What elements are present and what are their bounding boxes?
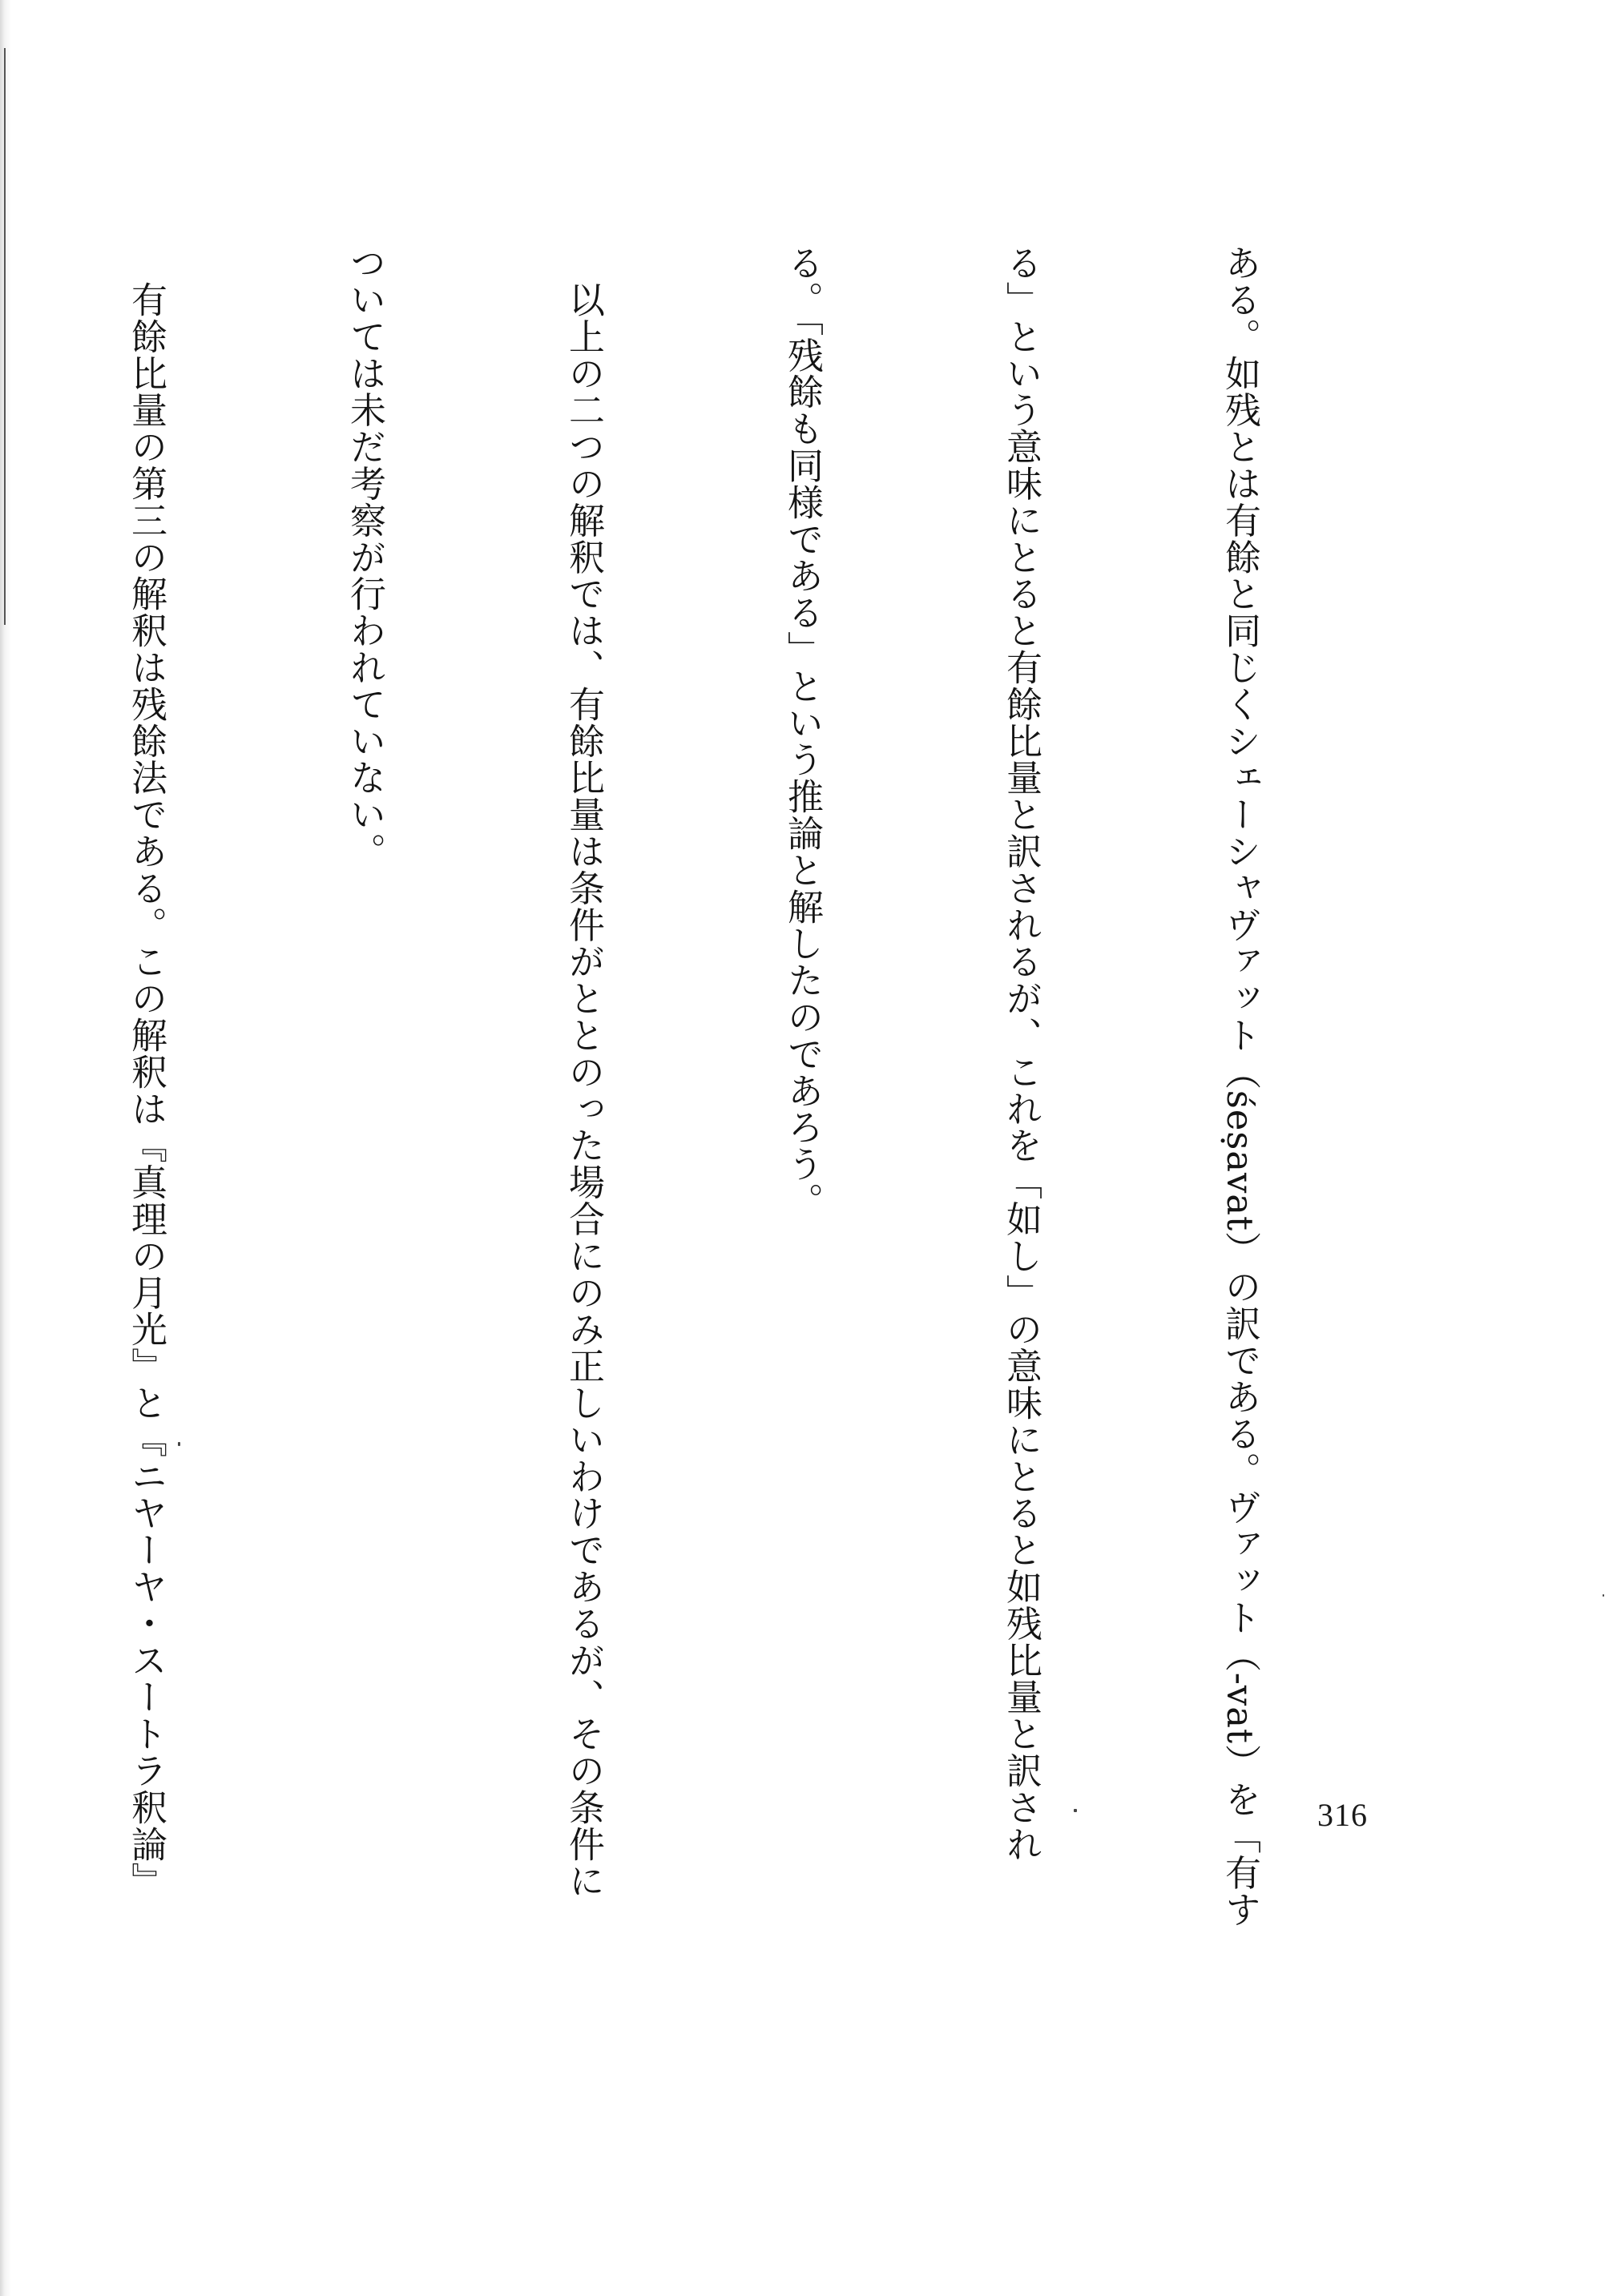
page-number: 316 xyxy=(1317,1797,1368,1833)
scan-speck xyxy=(178,1442,180,1446)
text-line: 有餘比量の第三の解釈は残餘法である。この解釈は『真理の月光』と『ニヤーヤ・スートラ釈論』 xyxy=(125,244,167,1899)
vertical-text-block xyxy=(125,244,1422,1991)
text-line: る」という意味にとると有餘比量と訳されるが、これを「如し」の意味にとると如残比量と訳され xyxy=(1000,244,1042,1863)
text-line: る。「残餘も同様である」という推論と解したのであろう。 xyxy=(781,244,824,1219)
text-line: ある。如残とは有餘と同じくシェーシャヴァット（śeṣavat）の訳である。ヴァット（-vat）を「有す xyxy=(1219,244,1261,1928)
scan-speck xyxy=(1603,1594,1604,1597)
text-line: ついては未だ考察が行われていない。 xyxy=(344,244,386,870)
text-line: 以上の二つの解釈では、有餘比量は条件がととのった場合にのみ正しいわけであるが、その条件に xyxy=(563,244,605,1899)
scan-speck xyxy=(1074,1809,1077,1812)
